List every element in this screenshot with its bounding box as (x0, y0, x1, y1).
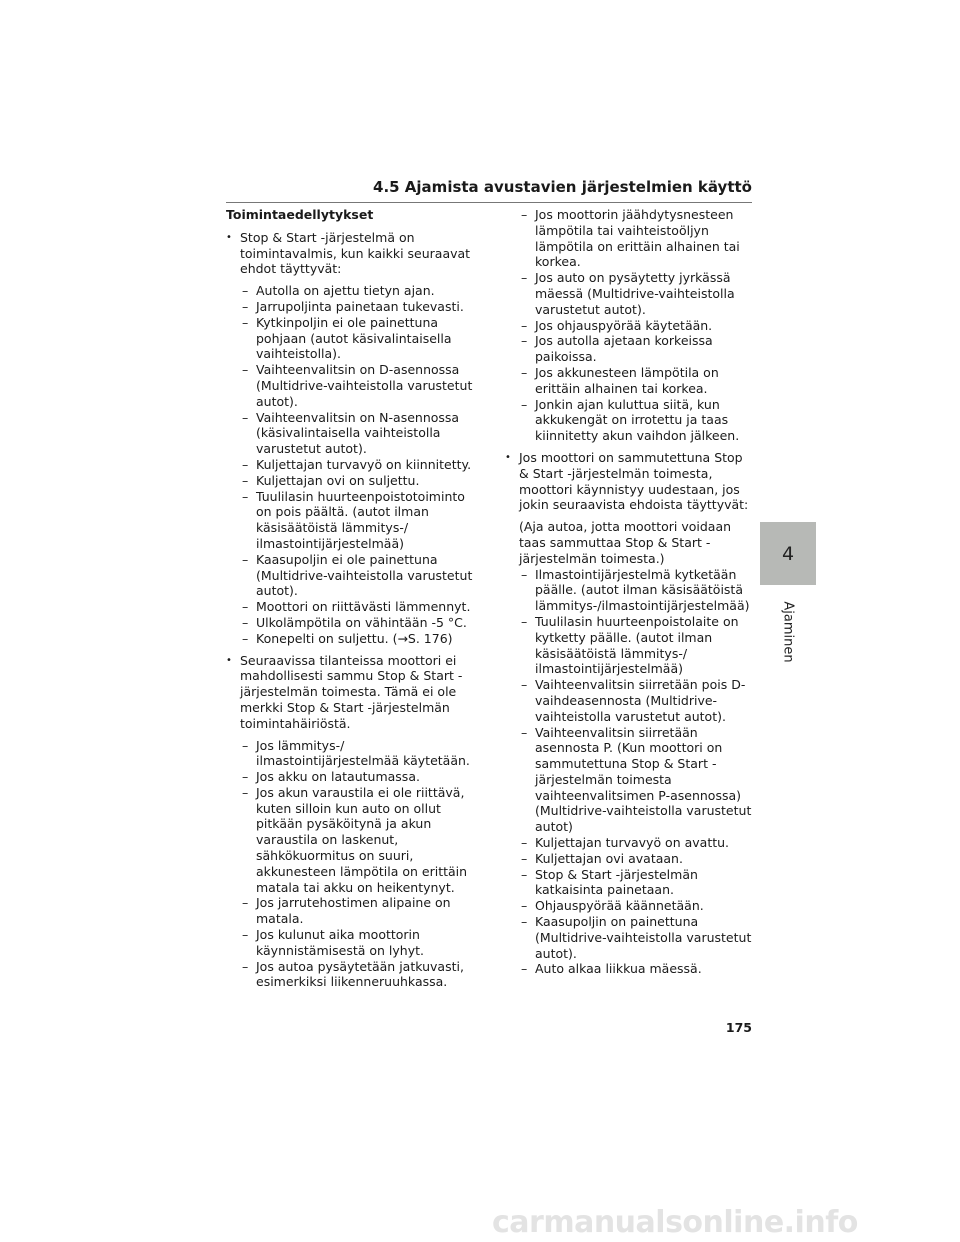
list-item: – Jonkin ajan kuluttua siitä, kun akkukengät on irrotettu ja taas kiinnitetty akun vaihdon jälkeen. (505, 397, 752, 444)
restart-list (505, 567, 752, 978)
list-item: – Konepelti on suljettu. (→S. 176) (226, 631, 478, 647)
list-item: – Auto alkaa liikkua mäessä. (505, 961, 752, 977)
list-item: – Vaihteenvalitsin on N-asennossa (käsivalintaisella vaihteistolla varustetut autot). (226, 410, 478, 457)
list-item: – Kytkinpoljin ei ole painettuna pohjaan (autot käsivalintaisella vaihteistolla). (226, 315, 478, 362)
list-item: – Jos ohjauspyörää käytetään. (505, 318, 752, 334)
right-column (505, 207, 752, 977)
list-item: – Ohjauspyörää käännetään. (505, 898, 752, 914)
list-item: – Jos auto on pysäytetty jyrkässä mäessä (Multidrive-vaihteistolla varustetut autot). (505, 270, 752, 317)
chapter-tab (760, 522, 816, 585)
list-item: – Kaasupoljin ei ole painettuna (Multidrive-vaihteistolla varustetut autot). (226, 552, 478, 599)
list-item: – Jos moottorin jäähdytysnesteen lämpötila tai vaihteistoöljyn lämpötila on erittäin alhainen tai korkea. (505, 207, 752, 270)
list-item: – Tuulilasin huurteenpoistolaite on kytketty päälle. (autot ilman käsisäätöistä lämmitys-/ ilmastointijärjestelmää) (505, 614, 752, 677)
page-number: 175 (725, 1020, 752, 1035)
list-item: – Jos akkunesteen lämpötila on erittäin alhainen tai korkea. (505, 365, 752, 397)
section-title: Toimintaedellytykset (226, 207, 374, 222)
list-item: – Ulkolämpötila on vähintään -5 °C. (226, 615, 478, 631)
list-item: – Moottori on riittävästi lämmennyt. (226, 599, 478, 615)
list-item: – Kuljettajan ovi on suljettu. (226, 473, 478, 489)
chapter-number: 4 (781, 542, 795, 565)
left-column (226, 207, 478, 990)
list-item: – Jos jarrutehostimen alipaine on matala. (226, 895, 478, 927)
bullet-conditions (226, 230, 478, 277)
list-item: – Vaihteenvalitsin on D-asennossa (Multidrive-vaihteistolla varustetut autot). (226, 362, 478, 409)
list-item: – Jos akku on latautumassa. (226, 769, 478, 785)
bullet-text: • Seuraavissa tilanteissa moottori ei mahdollisesti sammu Stop & Start -järjestelmän toimesta. Tämä ei ole merkki Stop & Start -järjestelmän toimintahäiriöstä. (240, 652, 463, 731)
list-item: – Kuljettajan ovi avataan. (505, 851, 752, 867)
bullet-exceptions (226, 653, 478, 732)
list-item: – Jarrupoljinta painetaan tukevasti. (226, 299, 478, 315)
restart-note: (Aja autoa, jotta moottori voidaan taas sammuttaa Stop & Start -järjestelmän toimesta.) (519, 519, 732, 566)
exceptions-list-continued (505, 207, 752, 444)
conditions-list (226, 283, 478, 646)
chapter-label: Ajaminen (780, 601, 796, 663)
list-item: – Jos autoa pysäytetään jatkuvasti, esimerkiksi liikenneruuhkassa. (226, 959, 478, 991)
bullet-text: • Jos moottori on sammutettuna Stop & Start -järjestelmän toimesta, moottori käynnistyy uudestaan, jos jokin seuraavista ehdoista täyttyvät: (519, 449, 749, 513)
list-item: – Jos kulunut aika moottorin käynnistämisestä on lyhyt. (226, 927, 478, 959)
bullet-restart (505, 450, 752, 513)
list-item: – Kuljettajan turvavyö on avattu. (505, 835, 752, 851)
list-item: – Vaihteenvalitsin siirretään pois D-vaihdeasennosta (Multidrive-vaihteistolla varustetut autot). (505, 677, 752, 724)
watermark: carmanualsonline.info (492, 1205, 858, 1240)
list-item: – Jos lämmitys-/ ilmastointijärjestelmää käytetään. (226, 738, 478, 770)
exceptions-list (226, 738, 478, 991)
list-item: – Tuulilasin huurteenpoistotoiminto on pois päältä. (autot ilman käsisäätöistä lämmitys-/ ilmastointijärjestelmää) (226, 489, 478, 552)
list-item: – Kuljettajan turvavyö on kiinnitetty. (226, 457, 478, 473)
section-header: 4.5 Ajamista avustavien järjestelmien käyttö (226, 177, 752, 203)
list-item: – Jos akun varaustila ei ole riittävä, kuten silloin kun auto on ollut pitkään pysäköitynä ja akun varaustila on laskenut, sähkökuormitus on suuri, akkunesteen lämpötila on erittäin matala tai akku on heikentynyt. (226, 785, 478, 896)
list-item: – Stop & Start -järjestelmän katkaisinta painetaan. (505, 867, 752, 899)
list-item: – Kaasupoljin on painettuna (Multidrive-vaihteistolla varustetut autot). (505, 914, 752, 961)
list-item: – Jos autolla ajetaan korkeissa paikoissa. (505, 333, 752, 365)
list-item: – Vaihteenvalitsin siirretään asennosta P. (Kun moottori on sammutettuna Stop & Start -järjestelmän toimesta vaihteenvalitsimen P-asennossa) (Multidrive-vaihteistolla varustetut autot) (505, 725, 752, 836)
list-item: – Ilmastointijärjestelmä kytketään päälle. (autot ilman käsisäätöistä lämmitys-/ilmastointijärjestelmää) (505, 567, 752, 614)
list-item: – Autolla on ajettu tietyn ajan. (226, 283, 478, 299)
bullet-text: • Stop & Start -järjestelmä on toimintavalmis, kun kaikki seuraavat ehdot täyttyvät: (240, 229, 471, 277)
